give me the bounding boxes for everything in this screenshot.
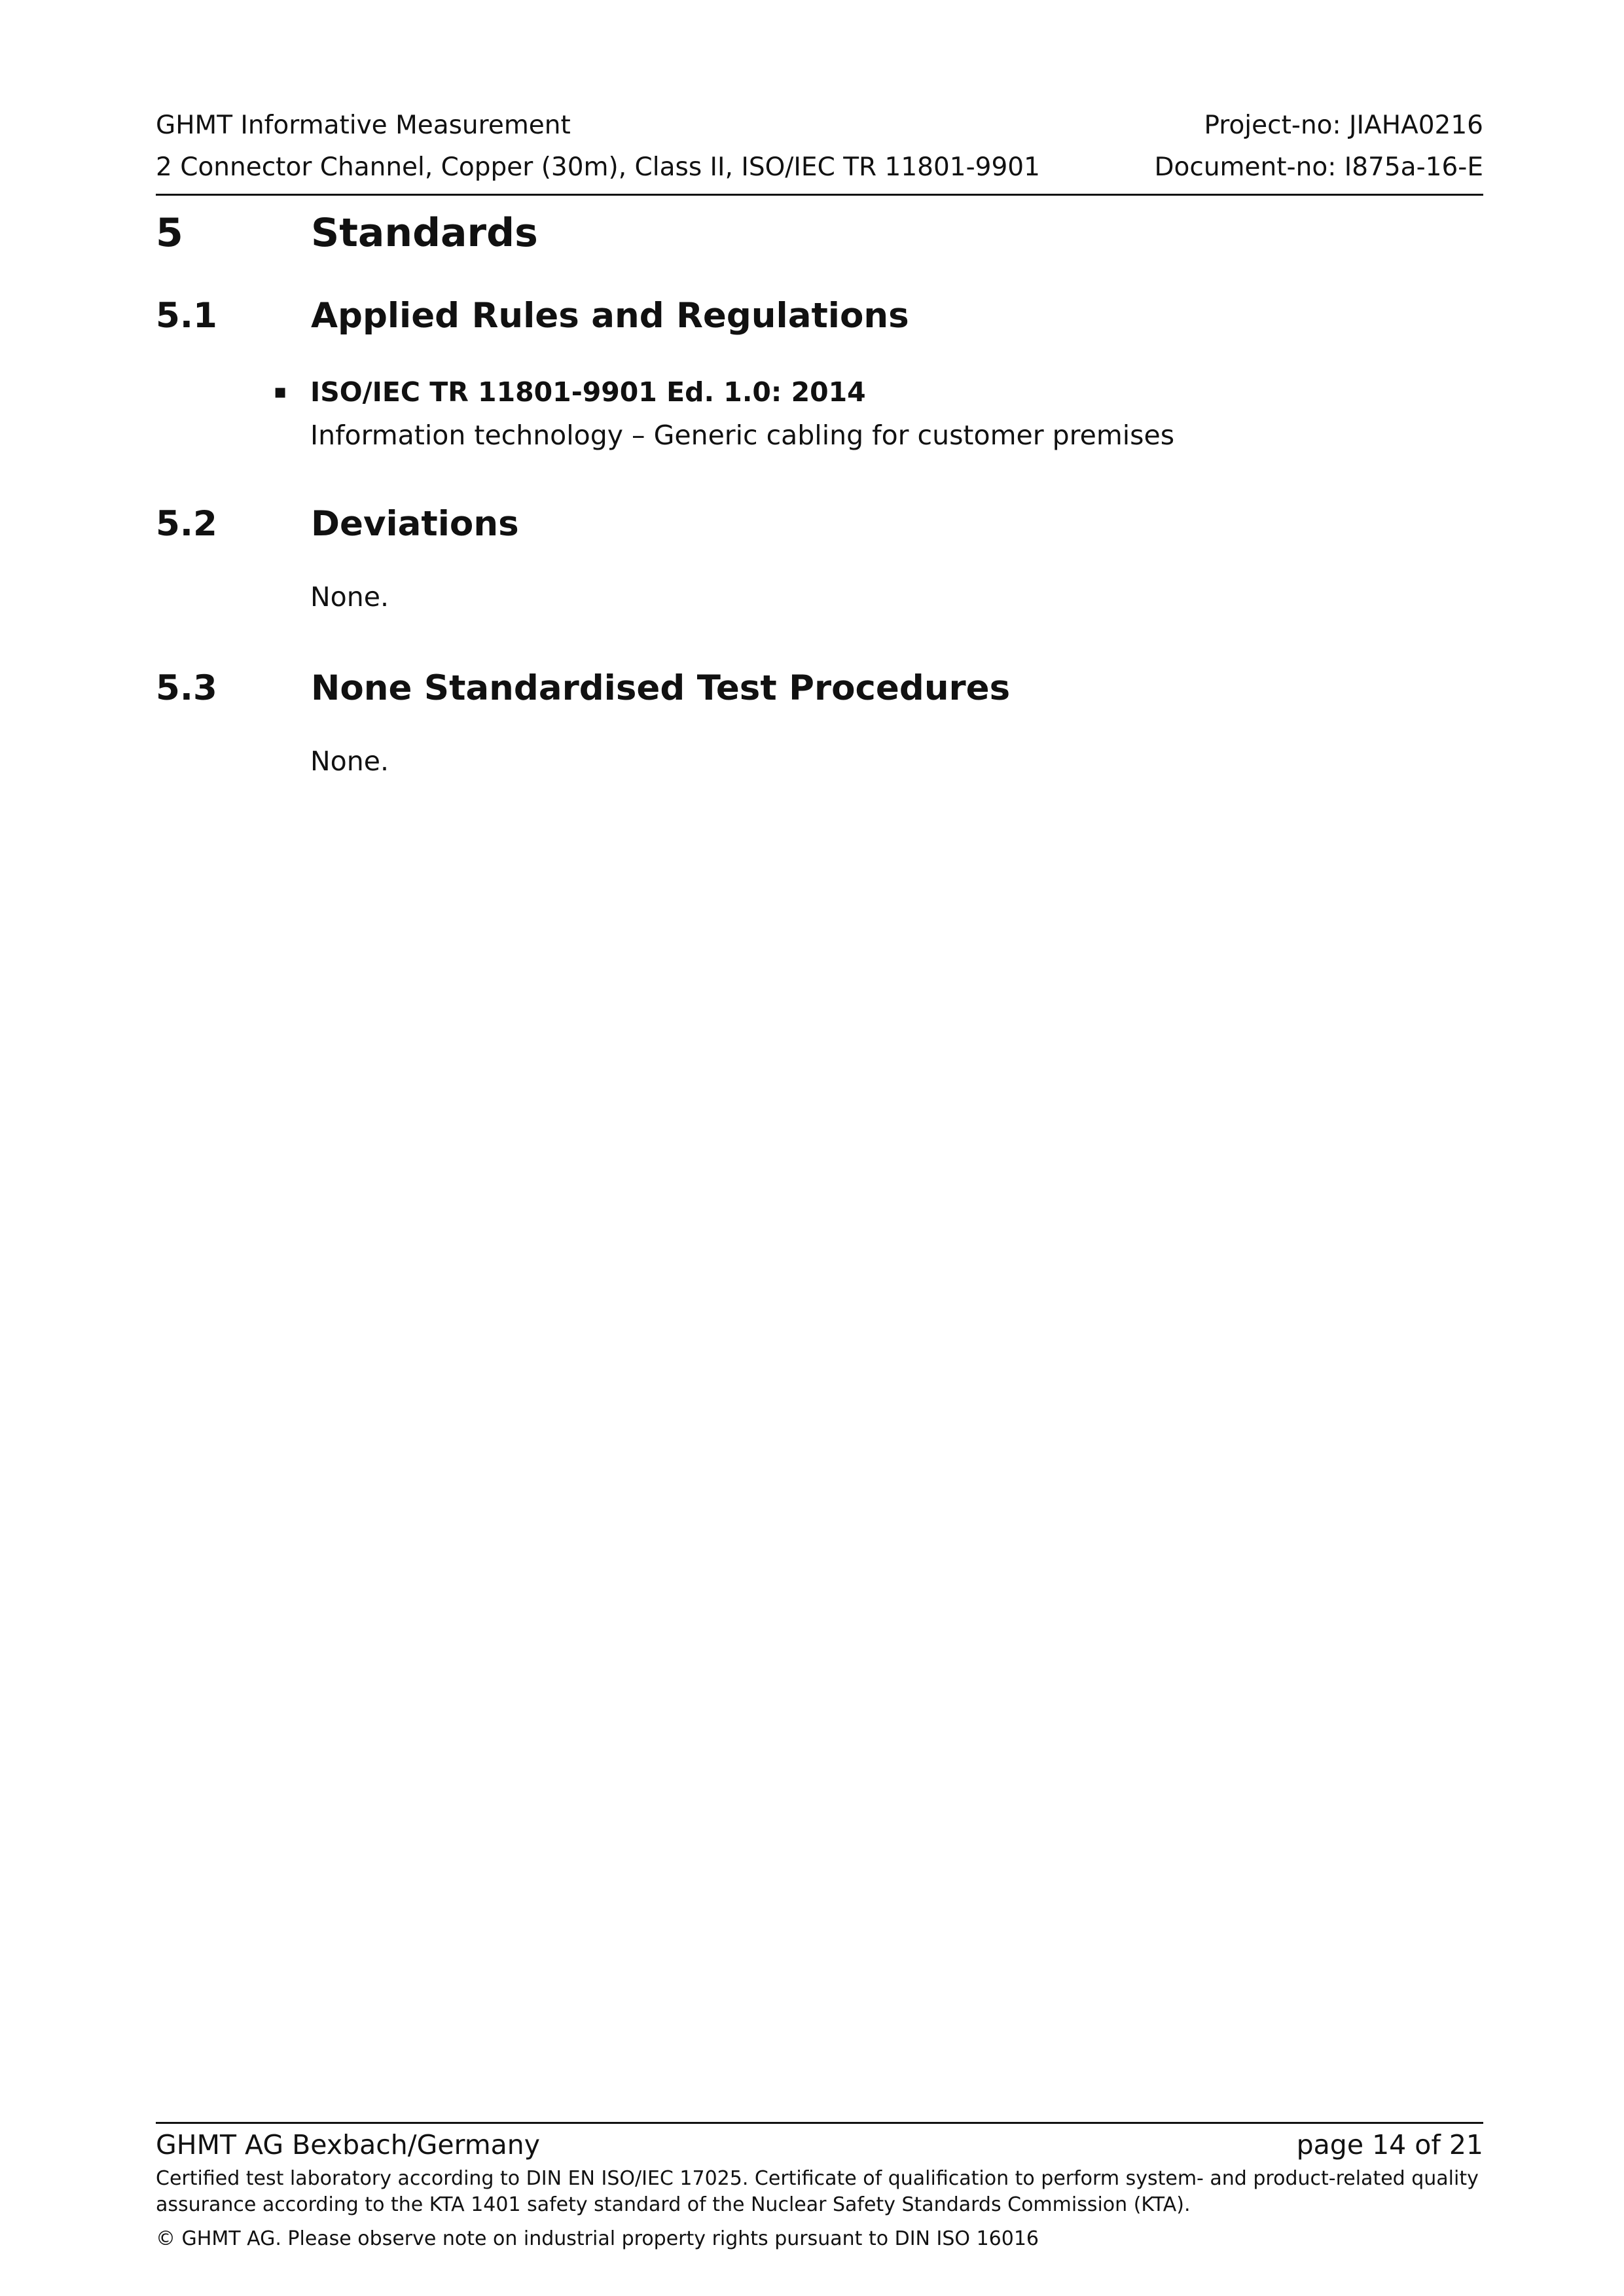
section-title: Standards [311,210,538,256]
subsection-title: None Standardised Test Procedures [311,668,1011,708]
subsection-heading-deviations [156,501,519,547]
subsection-number: 5.2 [156,504,217,544]
page-footer [156,2122,1483,2252]
subsection-number: 5.1 [156,296,217,336]
test-procedures-text: None. [310,745,389,777]
footer-row [156,2124,1483,2166]
footer-copyright: © GHMT AG. Please observe note on industrial property rights pursuant to DIN ISO 16016 [156,2227,1039,2250]
bullet-square-icon: ▪ [274,380,287,403]
header-report-type: GHMT Informative Measurement [156,111,571,140]
rule-description: Information technology – Generic cabling for customer premises [310,420,1175,451]
footer-company: GHMT AG Bexbach/Germany [156,2129,541,2161]
footer-page-number: page 14 of 21 [1296,2129,1483,2161]
header-report-subject: 2 Connector Channel, Copper (30m), Class II, ISO/IEC TR 11801-9901 [156,152,1040,182]
subsection-title: Deviations [311,504,519,544]
header-row-1 [156,105,1483,147]
subsection-title: Applied Rules and Regulations [311,296,909,336]
subsection-heading-test-procedures [156,666,1010,711]
applied-rule-list-item [274,370,1175,457]
section-heading-standards [156,207,538,259]
rule-title: ISO/IEC TR 11801-9901 Ed. 1.0: 2014 [310,376,866,408]
header-document-no: Document-no: I875a-16-E [1154,152,1483,182]
header-project-no: Project-no: JIAHA0216 [1204,111,1483,140]
subsection-number: 5.3 [156,668,217,708]
deviations-text: None. [310,581,389,613]
header-row-2 [156,147,1483,188]
section-number: 5 [156,210,183,256]
footer-certification-note: Certified test laboratory according to DIN EN ISO/IEC 17025. Certificate of qualification to perform system- and product-related quality assurance according to the KTA 1401 safety standard of the Nuclear Safety Standards Commission (KTA). [156,2167,1479,2216]
subsection-heading-applied-rules [156,293,909,339]
page-header [156,105,1483,196]
